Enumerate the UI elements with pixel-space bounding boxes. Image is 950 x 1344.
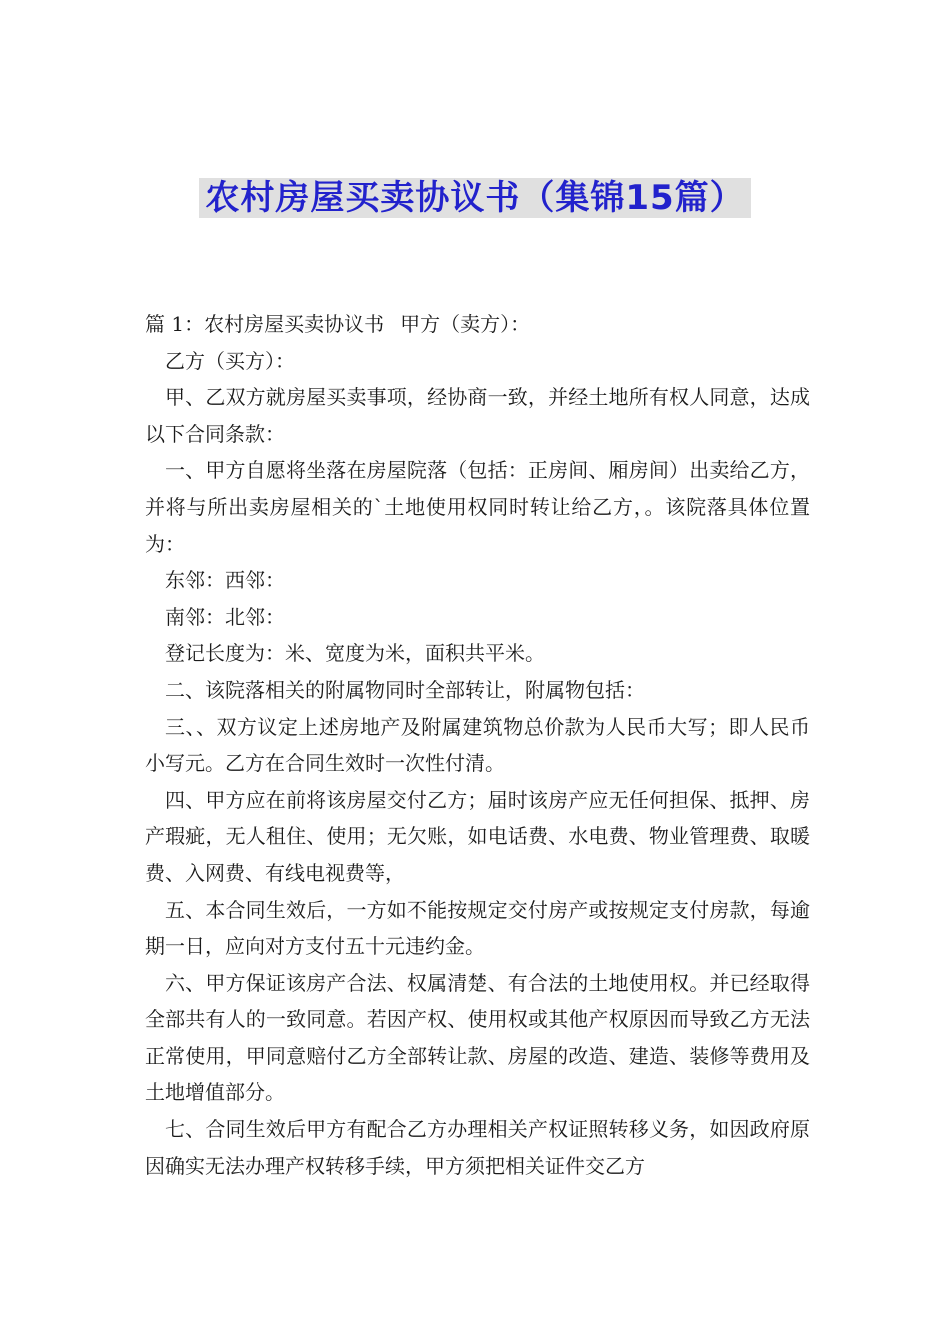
party-a-label: 甲方（卖方）： (400, 312, 531, 336)
clause-6: 六、甲方保证该房产合法、权属清楚、有合法的土地使用权。并已经取得全部共有人的一致同意。若因产权、使用权或其他产权原因而导致乙方无法正常使用，甲同意赔付乙方全部转让款、房屋的改造、建造、装修等费用及土地增值部分。 (145, 970, 810, 1105)
clause-4: 四、甲方应在前将该房屋交付乙方；届时该房产应无任何担保、抵押、房产瑕疵，无人租住、使用；无欠账，如电话费、水电费、物业管理费、取暖费、入网费、有线电视费等， (145, 787, 810, 885)
neighbors-east-west: 东邻：西邻： (165, 568, 285, 593)
party-b-label: 乙方（买方）： (165, 348, 295, 373)
clause-1: 一、甲方自愿将坐落在房屋院落（包括：正房间、厢房间）出卖给乙方，并将与所出卖房屋相关的`土地使用权同时转让给乙方，。该院落具体位置为： (145, 458, 810, 556)
document-body (145, 306, 810, 1184)
clause-3: 三、、双方议定上述房地产及附属建筑物总价款为人民币大写；即人民币小写元。乙方在合同生效时一次性付清。 (145, 714, 810, 776)
title-container (0, 178, 950, 218)
section-heading-line (145, 306, 810, 343)
paragraph-preamble: 甲、乙双方就房屋买卖事项，经协商一致，并经土地所有权人同意，达成以下合同条款： (145, 385, 810, 446)
clause-5: 五、本合同生效后，一方如不能按规定交付房产或按规定支付房款，每逾期一日，应向对方支付五十元违约金。 (145, 897, 810, 959)
document-title: 农村房屋买卖协议书（集锦15篇） (199, 178, 750, 218)
registered-dimensions: 登记长度为：米、宽度为米，面积共平米。 (165, 641, 545, 666)
clause-2: 二、该院落相关的附属物同时全部转让，附属物包括： (165, 677, 645, 702)
neighbors-south-north: 南邻：北邻： (165, 604, 285, 629)
clause-7: 七、合同生效后甲方有配合乙方办理相关产权证照转移义务，如因政府原因确实无法办理产权转移手续，甲方须把相关证件交乙方 (145, 1117, 810, 1178)
section-heading: 篇 1：农村房屋买卖协议书 (145, 312, 385, 336)
